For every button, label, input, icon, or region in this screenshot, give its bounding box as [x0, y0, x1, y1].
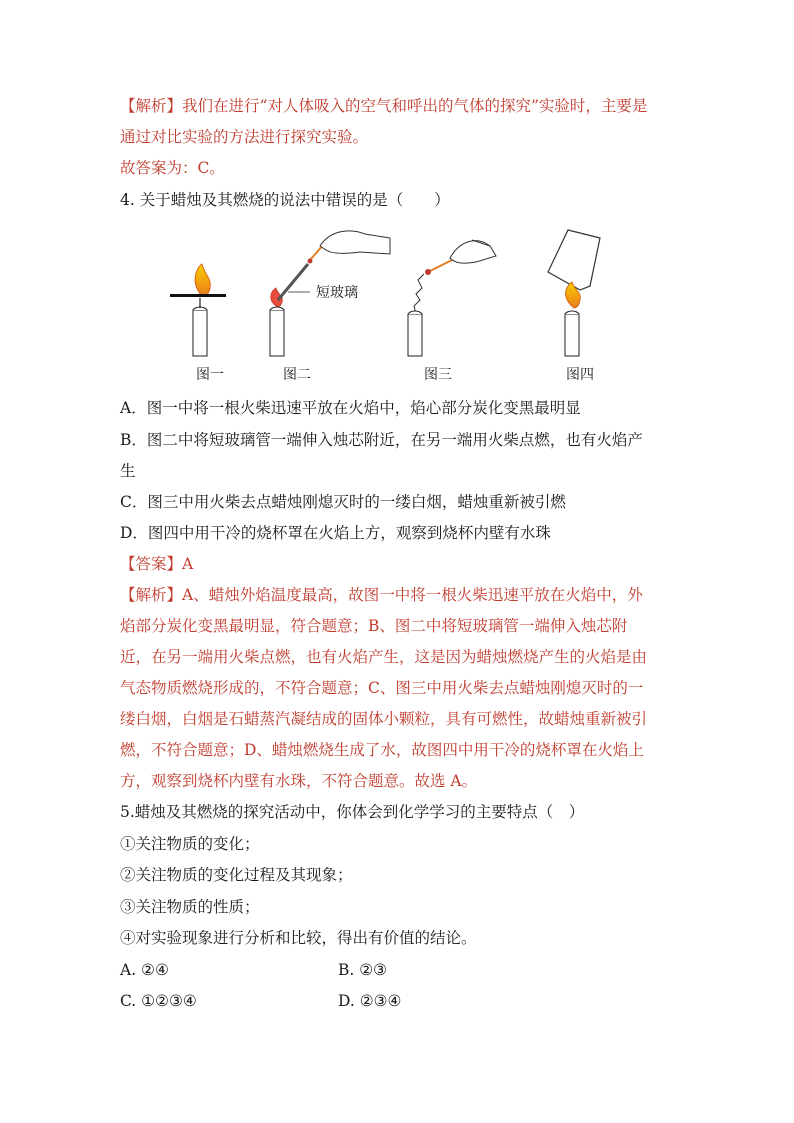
- candle-figure: [160, 228, 630, 358]
- short-glass-label: 短玻璃: [316, 285, 358, 301]
- q3-answer: 故答案为：C。: [120, 159, 225, 177]
- q4-stem: 4. 关于蜡烛及其燃烧的说法中错误的是（ ）: [120, 191, 450, 209]
- figure-1-candle: [170, 264, 226, 356]
- caption-fig2: 图二: [283, 367, 311, 383]
- q5-stem: 5.蜡烛及其燃烧的探究活动中，你体会到化学学习的主要特点（ ）: [120, 803, 585, 821]
- caption-fig4: 图四: [566, 367, 594, 383]
- q4-analysis-tag: 【解析】: [120, 586, 183, 604]
- figure-3-candle: [408, 240, 496, 356]
- q3-analysis-tag: 【解析】: [120, 97, 183, 115]
- q3-analysis-line1: [120, 96, 647, 116]
- q4-option-b-cont: 生: [120, 462, 136, 480]
- q3-analysis-line2: 通过对比实验的方法进行探究实验。: [120, 128, 369, 146]
- q4-option-b: B．图二中将短玻璃管一端伸入烛芯附近，在另一端用火柴点燃，也有火焰产: [120, 431, 643, 449]
- q4-answer: [120, 554, 193, 574]
- caption-fig1: 图一: [196, 367, 224, 383]
- q4-answer-value: A: [182, 555, 194, 573]
- q5-option-b: B. ②③: [338, 961, 388, 979]
- q4-analysis-line4: 气态物质燃烧形成的，不符合题意；C、图三中用火柴去点蜡烛刚熄灭时的一: [120, 679, 644, 697]
- q4-analysis-line1: [120, 585, 643, 605]
- q4-option-c: C．图三中用火柴去点蜡烛刚熄灭时的一缕白烟，蜡烛重新被引燃: [120, 493, 566, 511]
- figure-4-candle: [548, 230, 600, 356]
- q4-analysis-line2: 焰部分炭化变黑最明显，符合题意；B、图二中将短玻璃管一端伸入烛芯附: [120, 617, 628, 635]
- q4-analysis-text1: A、蜡烛外焰温度最高，故图一中将一根火柴迅速平放在火焰中，外: [182, 586, 643, 604]
- q5-option-c: C. ①②③④: [120, 992, 197, 1010]
- q4-analysis-line5: 缕白烟，白烟是石蜡蒸汽凝结成的固体小颗粒，具有可燃性，故蜡烛重新被引: [120, 710, 648, 728]
- q5-item-1: ①关注物质的变化；: [120, 835, 260, 853]
- q4-analysis-line7: 方，观察到烧杯内壁有水珠，不符合题意。故选 A。: [120, 772, 478, 790]
- q4-option-d: D．图四中用干冷的烧杯罩在火焰上方，观察到烧杯内壁有水珠: [120, 524, 551, 542]
- q5-option-d: D. ②③④: [338, 992, 402, 1010]
- q4-option-a: A．图一中将一根火柴迅速平放在火焰中，焰心部分炭化变黑最明显: [120, 399, 581, 417]
- q4-analysis-line6: 燃，不符合题意；D、蜡烛燃烧生成了水，故图四中用干冷的烧杯罩在火焰上: [120, 741, 644, 759]
- q3-analysis-text1: 我们在进行“对人体吸入的空气和呼出的气体的探究”实验时，主要是: [182, 97, 648, 115]
- q5-option-a: A. ②④: [120, 961, 169, 979]
- q5-item-3: ③关注物质的性质；: [120, 898, 260, 916]
- q4-analysis-line3: 近，在另一端用火柴点燃，也有火焰产生，这是因为蜡烛燃烧产生的火焰是由: [120, 648, 648, 666]
- caption-fig3: 图三: [424, 367, 452, 383]
- q5-item-2: ②关注物质的变化过程及其现象；: [120, 866, 353, 884]
- q5-item-4: ④对实验现象进行分析和比较，得出有价值的结论。: [120, 929, 477, 947]
- q4-answer-tag: 【答案】: [120, 555, 183, 573]
